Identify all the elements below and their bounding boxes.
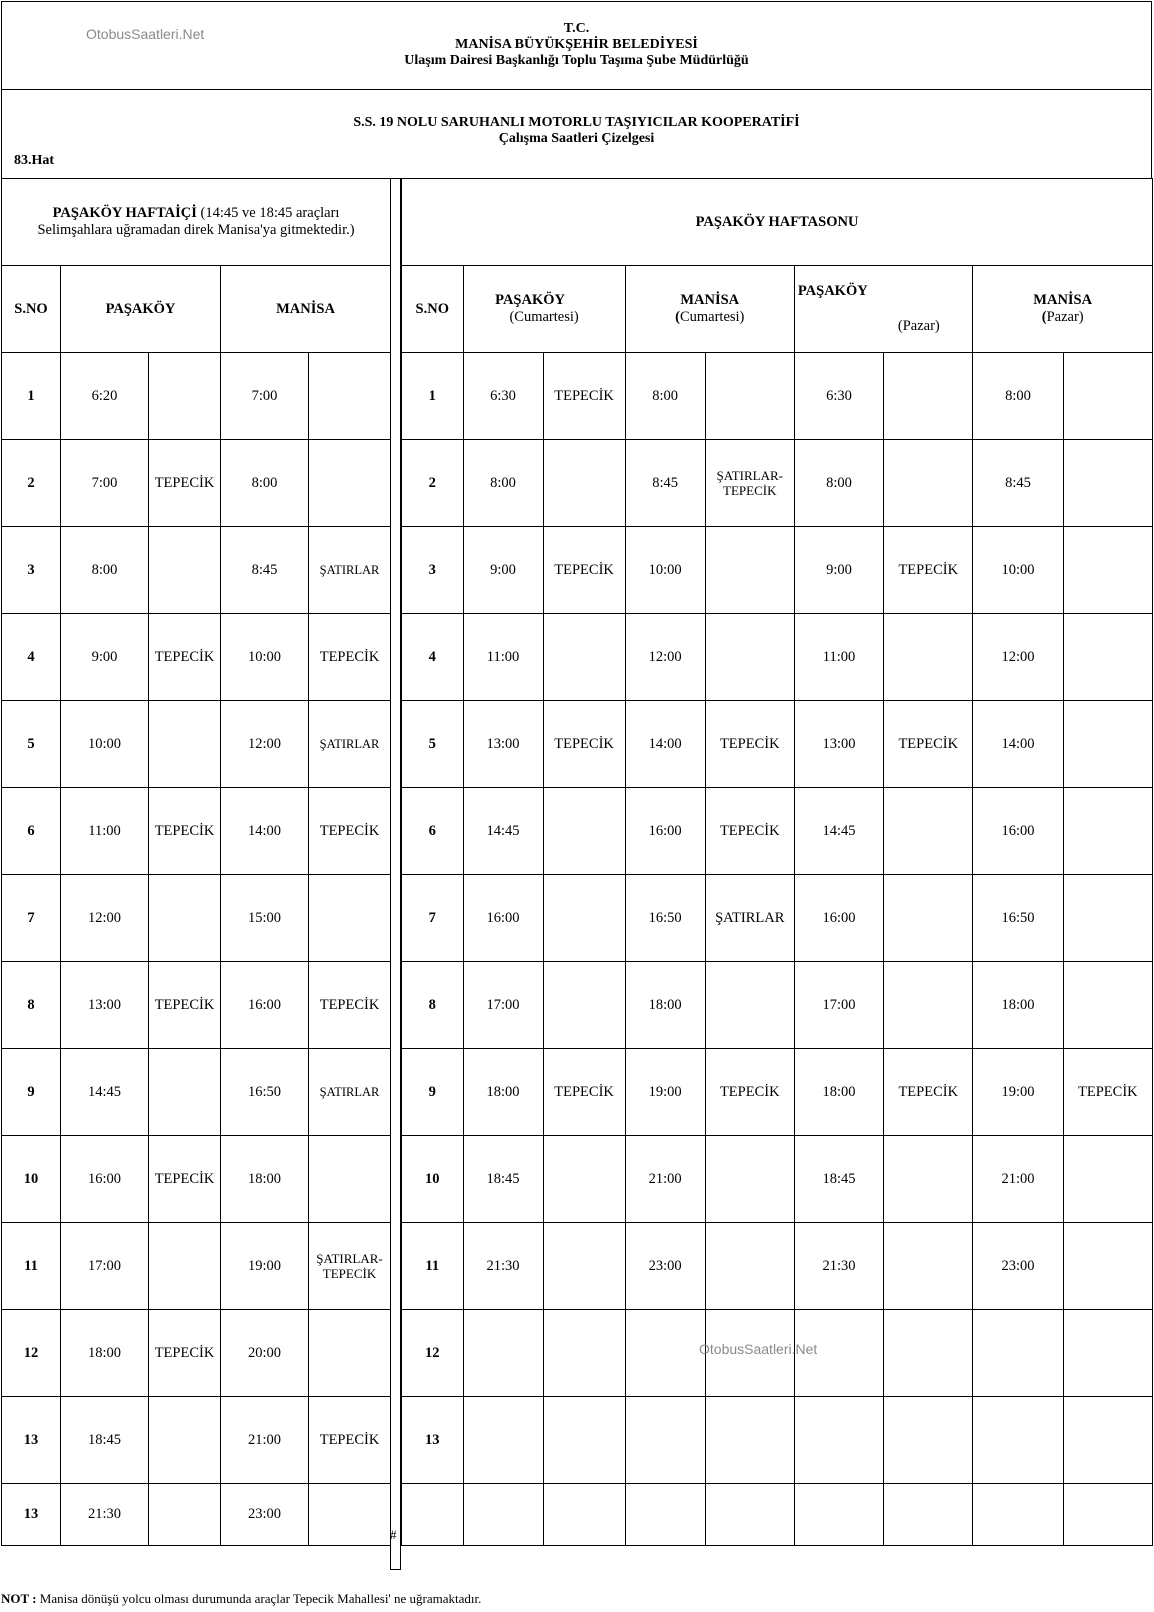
weekend-row: [402, 1223, 1153, 1310]
weekend-cell-sun-manisa-via: [1063, 1397, 1152, 1484]
note-text: Manisa dönüşü yolcu olması durumunda araçlar Tepecik Mahallesi' ne uğramaktadır.: [36, 1591, 482, 1606]
header-line-department: Ulaşım Dairesi Başkanlığı Toplu Taşıma Şube Müdürlüğü: [404, 53, 749, 68]
weekday-cell-pasakoy-via: [149, 701, 221, 788]
weekend-cell-sno: 11: [402, 1223, 464, 1310]
weekend-cell-sat-pasakoy-time: 18:45: [463, 1136, 543, 1223]
weekend-cell-sun-pasakoy-via: [884, 440, 973, 527]
weekend-cell-sat-manisa-via: [705, 353, 794, 440]
weekend-cell-sat-manisa-via: [705, 614, 794, 701]
weekend-cell-sno: 13: [402, 1397, 464, 1484]
weekend-cell-sat-pasakoy-via: TEPECİK: [543, 1049, 625, 1136]
weekday-cell-manisa-via: TEPECİK: [309, 788, 391, 875]
weekday-cell-sno: 6: [2, 788, 61, 875]
weekend-cell-sun-pasakoy-via: TEPECİK: [884, 701, 973, 788]
sun-manisa-label: MANİSA: [1033, 292, 1093, 308]
weekend-cell-sat-manisa-time: 10:00: [625, 527, 705, 614]
weekday-cell-manisa-time: 19:00: [221, 1223, 309, 1310]
sat-manisa-label: MANİSA: [680, 292, 740, 308]
weekday-cell-pasakoy-time: 7:00: [61, 440, 149, 527]
weekend-cell-sun-pasakoy-time: 21:30: [794, 1223, 883, 1310]
weekend-row: [402, 1397, 1153, 1484]
weekend-cell-sun-manisa-time: 14:00: [973, 701, 1063, 788]
weekend-row: [402, 701, 1153, 788]
weekday-row: [2, 1484, 391, 1546]
weekend-cell-sun-pasakoy-via: [884, 962, 973, 1049]
weekend-header-sno: S.NO: [402, 266, 464, 353]
weekend-cell-sno: 3: [402, 527, 464, 614]
sun-pasakoy-sub: (Pazar): [897, 318, 940, 334]
weekend-cell-sat-pasakoy-time: [463, 1310, 543, 1397]
weekend-title: PAŞAKÖY HAFTASONU: [402, 179, 1153, 266]
footer-note: [1, 1591, 481, 1607]
weekend-cell-sat-pasakoy-time: 6:30: [463, 353, 543, 440]
weekend-cell-sno: 2: [402, 440, 464, 527]
weekend-cell-sun-pasakoy-time: 17:00: [794, 962, 883, 1049]
weekend-cell-sno: 5: [402, 701, 464, 788]
weekend-cell-sat-pasakoy-time: 14:45: [463, 788, 543, 875]
weekend-cell-sun-manisa-via: [1063, 527, 1152, 614]
weekday-cell-manisa-via: ŞATIRLAR-TEPECİK: [309, 1223, 391, 1310]
weekend-cell-sat-manisa-via: [705, 962, 794, 1049]
weekend-cell-sat-manisa-time: 16:00: [625, 788, 705, 875]
weekday-cell-manisa-time: 18:00: [221, 1136, 309, 1223]
weekend-cell-sat-manisa-time: [625, 1484, 705, 1546]
weekday-cell-sno: 13: [2, 1397, 61, 1484]
weekday-cell-manisa-time: 15:00: [221, 875, 309, 962]
weekend-cell-sun-manisa-via: [1063, 1223, 1152, 1310]
weekday-cell-manisa-via: ŞATIRLAR: [309, 527, 391, 614]
weekday-cell-pasakoy-via: [149, 1484, 221, 1546]
weekday-cell-sno: 5: [2, 701, 61, 788]
weekday-cell-manisa-time: 21:00: [221, 1397, 309, 1484]
weekday-cell-sno: 9: [2, 1049, 61, 1136]
weekend-row: [402, 614, 1153, 701]
weekday-cell-pasakoy-via: TEPECİK: [149, 440, 221, 527]
table-separator: [390, 178, 401, 1570]
weekend-cell-sat-pasakoy-time: 18:00: [463, 1049, 543, 1136]
weekday-cell-manisa-via: [309, 1310, 391, 1397]
weekend-header-sunday-pasakoy: [794, 266, 973, 353]
weekend-cell-sun-manisa-time: 23:00: [973, 1223, 1063, 1310]
sun-manisa-sub: Pazar): [1046, 309, 1084, 325]
weekend-cell-sun-pasakoy-time: 11:00: [794, 614, 883, 701]
weekend-cell-sun-manisa-via: [1063, 1136, 1152, 1223]
weekend-cell-sat-manisa-time: 18:00: [625, 962, 705, 1049]
weekend-cell-sat-pasakoy-via: [543, 440, 625, 527]
weekday-cell-manisa-via: [309, 1136, 391, 1223]
weekday-cell-manisa-via: TEPECİK: [309, 962, 391, 1049]
weekday-header-pasakoy: PAŞAKÖY: [61, 266, 221, 353]
weekday-cell-pasakoy-via: TEPECİK: [149, 788, 221, 875]
weekday-cell-manisa-via: TEPECİK: [309, 614, 391, 701]
weekday-cell-pasakoy-time: 9:00: [61, 614, 149, 701]
weekday-cell-pasakoy-time: 18:45: [61, 1397, 149, 1484]
header-line-municipality: MANİSA BÜYÜKŞEHİR BELEDİYESİ: [455, 37, 698, 52]
sat-manisa-paren: (: [675, 309, 680, 325]
weekday-header-manisa: MANİSA: [221, 266, 391, 353]
note-label: NOT :: [1, 1591, 37, 1606]
weekend-cell-sun-manisa-time: [973, 1484, 1063, 1546]
weekend-cell-sun-manisa-time: [973, 1310, 1063, 1397]
sat-pasakoy-sub: (Cumartesi): [509, 309, 579, 325]
weekend-cell-sat-manisa-time: 12:00: [625, 614, 705, 701]
weekend-cell-sat-pasakoy-via: TEPECİK: [543, 701, 625, 788]
weekend-cell-sat-manisa-via: ŞATIRLAR-TEPECİK: [705, 440, 794, 527]
weekend-cell-sat-pasakoy-time: 11:00: [463, 614, 543, 701]
weekend-cell-sat-pasakoy-via: [543, 1397, 625, 1484]
weekend-cell-sun-pasakoy-time: [794, 1397, 883, 1484]
weekday-cell-pasakoy-via: TEPECİK: [149, 962, 221, 1049]
weekend-cell-sun-pasakoy-via: [884, 1223, 973, 1310]
weekday-cell-pasakoy-via: TEPECİK: [149, 1136, 221, 1223]
weekend-cell-sat-pasakoy-time: 16:00: [463, 875, 543, 962]
weekend-cell-sat-pasakoy-via: [543, 614, 625, 701]
weekday-cell-manisa-via: ŞATIRLAR: [309, 1049, 391, 1136]
weekend-cell-sun-pasakoy-time: 18:00: [794, 1049, 883, 1136]
weekend-row: [402, 1484, 1153, 1546]
weekday-cell-manisa-time: 23:00: [221, 1484, 309, 1546]
weekend-cell-sun-pasakoy-via: [884, 788, 973, 875]
weekend-cell-sun-manisa-via: [1063, 962, 1152, 1049]
weekday-cell-pasakoy-via: [149, 527, 221, 614]
weekend-cell-sun-pasakoy-time: [794, 1484, 883, 1546]
weekday-cell-pasakoy-via: [149, 1049, 221, 1136]
weekend-cell-sun-manisa-time: 16:00: [973, 788, 1063, 875]
weekend-cell-sat-manisa-time: [625, 1397, 705, 1484]
weekend-cell-sun-manisa-via: [1063, 1484, 1152, 1546]
weekend-cell-sno: 12: [402, 1310, 464, 1397]
weekday-cell-sno: 13: [2, 1484, 61, 1546]
weekend-cell-sat-pasakoy-time: 17:00: [463, 962, 543, 1049]
weekend-cell-sat-manisa-via: [705, 1397, 794, 1484]
weekend-row: [402, 1136, 1153, 1223]
weekend-cell-sno: 8: [402, 962, 464, 1049]
weekend-cell-sat-manisa-via: TEPECİK: [705, 788, 794, 875]
weekday-cell-manisa-via: [309, 875, 391, 962]
weekend-cell-sun-pasakoy-time: 14:45: [794, 788, 883, 875]
weekday-row: [2, 440, 391, 527]
sat-pasakoy-label: PAŞAKÖY: [495, 292, 565, 308]
weekend-cell-sat-pasakoy-time: 9:00: [463, 527, 543, 614]
weekday-row: [2, 788, 391, 875]
weekend-cell-sun-pasakoy-time: 6:30: [794, 353, 883, 440]
line-number: 83.Hat: [14, 153, 55, 168]
weekend-cell-sat-pasakoy-via: [543, 1484, 625, 1546]
weekday-cell-pasakoy-time: 11:00: [61, 788, 149, 875]
weekday-title-note-b: Selimşahlara uğramadan direk Manisa'ya gitmektedir.): [37, 222, 355, 238]
weekday-cell-sno: 4: [2, 614, 61, 701]
weekday-cell-sno: 11: [2, 1223, 61, 1310]
weekend-cell-sun-pasakoy-via: [884, 875, 973, 962]
weekend-cell-sun-manisa-time: 12:00: [973, 614, 1063, 701]
weekend-cell-sat-pasakoy-time: 8:00: [463, 440, 543, 527]
sun-pasakoy-label: PAŞAKÖY: [797, 283, 868, 299]
weekend-cell-sun-manisa-via: [1063, 701, 1152, 788]
weekday-row: [2, 701, 391, 788]
weekend-cell-sun-pasakoy-via: [884, 614, 973, 701]
weekend-row: [402, 788, 1153, 875]
weekday-cell-pasakoy-via: [149, 1223, 221, 1310]
weekend-row: [402, 353, 1153, 440]
weekend-cell-sun-pasakoy-time: 16:00: [794, 875, 883, 962]
weekday-cell-pasakoy-time: 17:00: [61, 1223, 149, 1310]
weekend-row: [402, 527, 1153, 614]
weekday-cell-pasakoy-time: 10:00: [61, 701, 149, 788]
weekday-row: [2, 1223, 391, 1310]
weekend-cell-sat-manisa-via: [705, 1223, 794, 1310]
weekday-cell-pasakoy-time: 16:00: [61, 1136, 149, 1223]
weekday-row: [2, 1136, 391, 1223]
weekend-cell-sat-manisa-time: 14:00: [625, 701, 705, 788]
weekday-cell-sno: 12: [2, 1310, 61, 1397]
weekend-cell-sun-manisa-time: 21:00: [973, 1136, 1063, 1223]
weekend-cell-sno: [402, 1484, 464, 1546]
hash-mark: #: [390, 1527, 397, 1542]
weekday-cell-pasakoy-time: 13:00: [61, 962, 149, 1049]
weekend-cell-sat-manisa-via: [705, 1136, 794, 1223]
weekday-title-cell: [2, 179, 391, 266]
weekday-cell-manisa-via: TEPECİK: [309, 1397, 391, 1484]
weekend-cell-sat-manisa-time: [625, 1310, 705, 1397]
weekday-cell-manisa-time: 7:00: [221, 353, 309, 440]
weekday-cell-manisa-time: 16:50: [221, 1049, 309, 1136]
sun-manisa-paren: (: [1041, 309, 1047, 325]
weekend-cell-sat-manisa-via: ŞATIRLAR: [705, 875, 794, 962]
weekend-cell-sno: 6: [402, 788, 464, 875]
weekend-cell-sat-pasakoy-via: [543, 788, 625, 875]
weekday-cell-pasakoy-via: [149, 875, 221, 962]
weekday-cell-sno: 2: [2, 440, 61, 527]
weekend-header-saturday-manisa: [625, 266, 794, 353]
weekend-cell-sat-manisa-time: 8:00: [625, 353, 705, 440]
weekend-cell-sun-manisa-time: 16:50: [973, 875, 1063, 962]
weekday-cell-manisa-time: 8:00: [221, 440, 309, 527]
weekend-cell-sat-pasakoy-time: [463, 1397, 543, 1484]
weekday-cell-pasakoy-time: 12:00: [61, 875, 149, 962]
weekday-cell-manisa-time: 14:00: [221, 788, 309, 875]
weekend-cell-sun-manisa-via: [1063, 614, 1152, 701]
weekend-cell-sat-pasakoy-time: [463, 1484, 543, 1546]
weekend-row: [402, 875, 1153, 962]
weekend-cell-sun-manisa-time: [973, 1397, 1063, 1484]
weekend-cell-sun-pasakoy-via: [884, 1310, 973, 1397]
weekday-cell-sno: 10: [2, 1136, 61, 1223]
weekend-row: [402, 962, 1153, 1049]
weekend-cell-sun-pasakoy-via: [884, 1397, 973, 1484]
weekend-cell-sun-pasakoy-time: 18:45: [794, 1136, 883, 1223]
weekday-title: PAŞAKÖY HAFTAİÇİ: [52, 205, 197, 221]
weekday-cell-manisa-time: 16:00: [221, 962, 309, 1049]
weekend-cell-sun-pasakoy-via: TEPECİK: [884, 527, 973, 614]
weekday-cell-pasakoy-time: 18:00: [61, 1310, 149, 1397]
weekend-cell-sno: 4: [402, 614, 464, 701]
weekday-row: [2, 1397, 391, 1484]
weekend-cell-sun-pasakoy-via: [884, 1136, 973, 1223]
weekend-cell-sat-pasakoy-time: 21:30: [463, 1223, 543, 1310]
weekday-cell-pasakoy-via: [149, 353, 221, 440]
weekday-cell-manisa-time: 10:00: [221, 614, 309, 701]
weekend-header-saturday-pasakoy: [463, 266, 625, 353]
weekday-cell-pasakoy-time: 8:00: [61, 527, 149, 614]
weekend-cell-sat-pasakoy-time: 13:00: [463, 701, 543, 788]
subheader-box: [1, 89, 1152, 179]
weekday-cell-pasakoy-time: 14:45: [61, 1049, 149, 1136]
weekday-cell-manisa-time: 12:00: [221, 701, 309, 788]
weekend-cell-sat-manisa-via: [705, 527, 794, 614]
weekday-cell-manisa-time: 8:45: [221, 527, 309, 614]
weekend-cell-sun-manisa-via: [1063, 875, 1152, 962]
weekend-cell-sat-pasakoy-via: TEPECİK: [543, 353, 625, 440]
weekday-row: [2, 353, 391, 440]
weekday-cell-pasakoy-via: TEPECİK: [149, 1310, 221, 1397]
weekend-cell-sun-manisa-time: 19:00: [973, 1049, 1063, 1136]
schedule-subtitle: Çalışma Saatleri Çizelgesi: [498, 131, 655, 146]
weekday-cell-sno: 3: [2, 527, 61, 614]
weekday-cell-manisa-via: [309, 440, 391, 527]
weekend-cell-sun-manisa-time: 18:00: [973, 962, 1063, 1049]
sat-manisa-sub: Cumartesi): [679, 309, 745, 325]
weekday-row: [2, 875, 391, 962]
weekend-cell-sat-manisa-time: 8:45: [625, 440, 705, 527]
header-line-tc: T.C.: [563, 21, 590, 36]
weekend-row: [402, 440, 1153, 527]
header-box: [1, 1, 1152, 90]
weekday-cell-manisa-via: [309, 1484, 391, 1546]
weekend-header-sunday-manisa: [973, 266, 1153, 353]
weekend-cell-sun-manisa-via: [1063, 1310, 1152, 1397]
weekend-cell-sno: 1: [402, 353, 464, 440]
weekend-cell-sat-manisa-time: 21:00: [625, 1136, 705, 1223]
weekday-cell-pasakoy-via: TEPECİK: [149, 614, 221, 701]
weekday-table: [1, 178, 391, 1546]
weekend-cell-sat-pasakoy-via: [543, 962, 625, 1049]
weekday-row: [2, 527, 391, 614]
weekend-cell-sat-manisa-via: TEPECİK: [705, 701, 794, 788]
weekend-cell-sun-manisa-via: [1063, 440, 1152, 527]
weekend-cell-sun-pasakoy-time: 9:00: [794, 527, 883, 614]
weekday-row: [2, 614, 391, 701]
weekday-cell-manisa-via: [309, 353, 391, 440]
weekend-cell-sun-pasakoy-via: TEPECİK: [884, 1049, 973, 1136]
weekend-cell-sat-pasakoy-via: [543, 1310, 625, 1397]
weekend-cell-sat-manisa-via: [705, 1484, 794, 1546]
weekday-cell-pasakoy-time: 21:30: [61, 1484, 149, 1546]
weekend-cell-sun-pasakoy-time: 13:00: [794, 701, 883, 788]
weekend-cell-sun-pasakoy-via: [884, 353, 973, 440]
weekend-cell-sat-pasakoy-via: TEPECİK: [543, 527, 625, 614]
weekday-cell-sno: 8: [2, 962, 61, 1049]
weekend-cell-sat-manisa-time: 19:00: [625, 1049, 705, 1136]
weekend-cell-sun-manisa-time: 10:00: [973, 527, 1063, 614]
weekday-title-note-a: (14:45 ve 18:45 araçları: [196, 205, 340, 221]
cooperative-title: S.S. 19 NOLU SARUHANLI MOTORLU TAŞIYICILAR KOOPERATİFİ: [353, 115, 800, 130]
weekend-cell-sun-pasakoy-via: [884, 1484, 973, 1546]
weekday-row: [2, 962, 391, 1049]
weekend-cell-sat-manisa-via: TEPECİK: [705, 1049, 794, 1136]
weekend-cell-sno: 9: [402, 1049, 464, 1136]
weekend-cell-sun-manisa-time: 8:00: [973, 353, 1063, 440]
weekday-cell-manisa-time: 20:00: [221, 1310, 309, 1397]
weekday-cell-sno: 7: [2, 875, 61, 962]
weekday-row: [2, 1310, 391, 1397]
weekday-header-sno: S.NO: [2, 266, 61, 353]
weekend-cell-sun-manisa-time: 8:45: [973, 440, 1063, 527]
weekday-cell-pasakoy-time: 6:20: [61, 353, 149, 440]
weekend-cell-sat-manisa-time: 16:50: [625, 875, 705, 962]
weekend-cell-sno: 10: [402, 1136, 464, 1223]
weekend-cell-sat-pasakoy-via: [543, 1136, 625, 1223]
watermark-bottom: OtobusSaatleri.Net: [699, 1341, 818, 1357]
weekend-cell-sun-manisa-via: [1063, 788, 1152, 875]
weekend-cell-sno: 7: [402, 875, 464, 962]
weekend-cell-sat-pasakoy-via: [543, 1223, 625, 1310]
weekday-cell-manisa-via: ŞATIRLAR: [309, 701, 391, 788]
weekend-cell-sun-manisa-via: TEPECİK: [1063, 1049, 1152, 1136]
weekend-cell-sat-pasakoy-via: [543, 875, 625, 962]
weekend-cell-sun-manisa-via: [1063, 353, 1152, 440]
weekend-row: [402, 1049, 1153, 1136]
watermark-top: OtobusSaatleri.Net: [86, 26, 205, 42]
weekday-cell-pasakoy-via: [149, 1397, 221, 1484]
weekend-cell-sat-manisa-time: 23:00: [625, 1223, 705, 1310]
weekday-row: [2, 1049, 391, 1136]
weekend-cell-sun-pasakoy-time: 8:00: [794, 440, 883, 527]
weekday-cell-sno: 1: [2, 353, 61, 440]
